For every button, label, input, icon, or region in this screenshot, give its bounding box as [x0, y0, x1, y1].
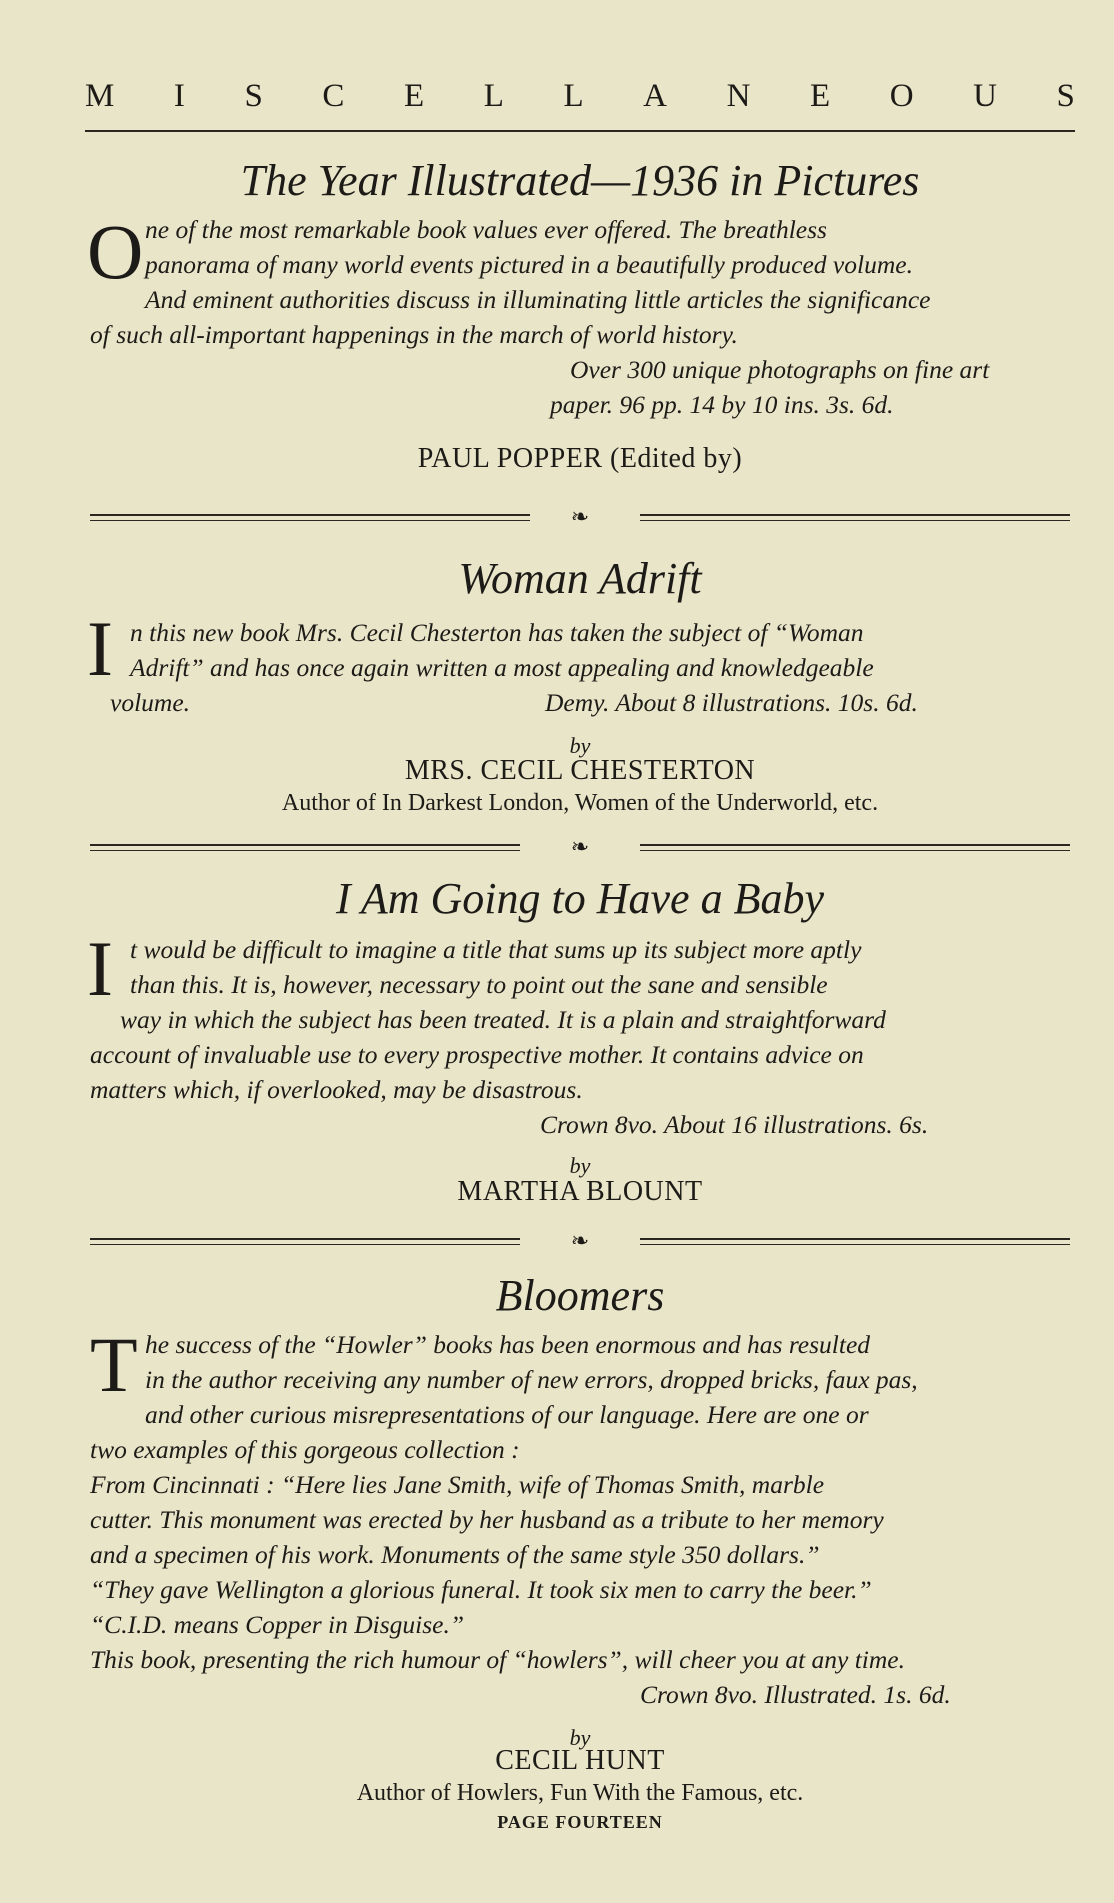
body-line: than this. It is, however, necessary to point out the sane and sensible	[130, 970, 828, 999]
body-line: And eminent authorities discuss in illuminating little articles the significance	[145, 285, 931, 314]
entry-title: Woman Adrift	[458, 554, 702, 603]
header-letter: C	[322, 78, 345, 114]
body-line: he success of the “Howler” books has been enormous and has resulted	[145, 1330, 871, 1359]
body-line: account of invaluable use to every prospective mother. It contains advice on	[90, 1040, 864, 1069]
body-line: panorama of many world events pictured in a beautifully produced volume.	[145, 250, 913, 279]
fleuron-icon: ❧	[570, 504, 590, 529]
by-label: by	[569, 1153, 591, 1178]
author-name: PAUL POPPER (Edited by)	[417, 443, 743, 474]
body-line: of such all-important happenings in the march of world history.	[90, 320, 738, 349]
body-line: “C.I.D. means Copper in Disguise.”	[90, 1610, 465, 1639]
body-line: way in which the subject has been treated. It is a plain and straightforward	[120, 1005, 886, 1034]
body-line: “They gave Wellington a glorious funeral. It took six men to carry the beer.”	[90, 1575, 872, 1604]
entry-title: The Year Illustrated—1936 in Pictures	[240, 156, 920, 205]
body-line: n this new book Mrs. Cecil Chesterton has taken the subject of “Woman	[130, 618, 864, 647]
header-letter: I	[173, 78, 185, 114]
drop-cap: O	[87, 208, 144, 295]
page-number: PAGE FOURTEEN	[497, 1812, 663, 1832]
section-header	[85, 78, 1075, 115]
header-letter: S	[1056, 78, 1075, 114]
entry-title: Bloomers	[495, 1271, 665, 1320]
author-note: Author of Howlers, Fun With the Famous, etc.	[356, 1780, 804, 1806]
spec-line: Crown 8vo. Illustrated. 1s. 6d.	[640, 1680, 951, 1709]
body-line: in the author receiving any number of new errors, dropped bricks, faux pas,	[145, 1365, 918, 1394]
divider	[85, 1228, 1075, 1253]
by-label: by	[569, 733, 591, 758]
header-letter: L	[483, 78, 504, 114]
header-letter: S	[244, 78, 263, 114]
spec-line: Demy. About 8 illustrations. 10s. 6d.	[545, 688, 918, 717]
author-name: MRS. CECIL CHESTERTON	[404, 755, 756, 786]
header-letter: O	[889, 78, 914, 114]
entry-title: I Am Going to Have a Baby	[336, 874, 824, 923]
body-line: matters which, if overlooked, may be disastrous.	[90, 1075, 583, 1104]
spec-line: Over 300 unique photographs on fine art	[570, 355, 990, 384]
spec-line: paper. 96 pp. 14 by 10 ins. 3s. 6d.	[550, 390, 894, 419]
body-line: volume.	[110, 688, 191, 717]
author-note: Author of In Darkest London, Women of the Underworld, etc.	[281, 790, 879, 816]
author-name: CECIL HUNT	[495, 1745, 665, 1776]
by-label: by	[569, 1725, 591, 1750]
header-rule	[85, 130, 1075, 132]
fleuron-icon: ❧	[570, 834, 590, 859]
body-line: two examples of this gorgeous collection :	[90, 1435, 520, 1464]
body-line: cutter. This monument was erected by her husband as a tribute to her memory	[90, 1505, 884, 1534]
drop-cap: I	[87, 605, 113, 692]
header-letter: N	[726, 78, 751, 114]
fleuron-icon: ❧	[570, 1228, 590, 1253]
body-line: t would be difficult to imagine a title that sums up its subject more aptly	[130, 935, 862, 964]
spec-line: Crown 8vo. About 16 illustrations. 6s.	[540, 1110, 929, 1139]
body-line: From Cincinnati : “Here lies Jane Smith, wife of Thomas Smith, marble	[90, 1470, 825, 1499]
author-name: MARTHA BLOUNT	[457, 1176, 703, 1207]
divider	[85, 834, 1075, 859]
header-letter: E	[403, 78, 425, 114]
header-letter: U	[973, 78, 997, 114]
body-line: and other curious misrepresentations of our language. Here are one or	[145, 1400, 869, 1429]
drop-cap: T	[90, 1321, 138, 1408]
header-letter: A	[643, 78, 668, 114]
header-letter: M	[85, 78, 115, 114]
header-letter: E	[809, 78, 831, 114]
body-line: and a specimen of his work. Monuments of the same style 350 dollars.”	[90, 1540, 820, 1569]
header-letter: L	[563, 78, 584, 114]
divider	[85, 504, 1075, 529]
body-line: This book, presenting the rich humour of “howlers”, will cheer you at any time.	[90, 1645, 906, 1674]
drop-cap: I	[87, 925, 113, 1012]
body-line: ne of the most remarkable book values ever offered. The breathless	[145, 215, 827, 244]
body-line: Adrift” and has once again written a most appealing and knowledgeable	[130, 653, 874, 682]
